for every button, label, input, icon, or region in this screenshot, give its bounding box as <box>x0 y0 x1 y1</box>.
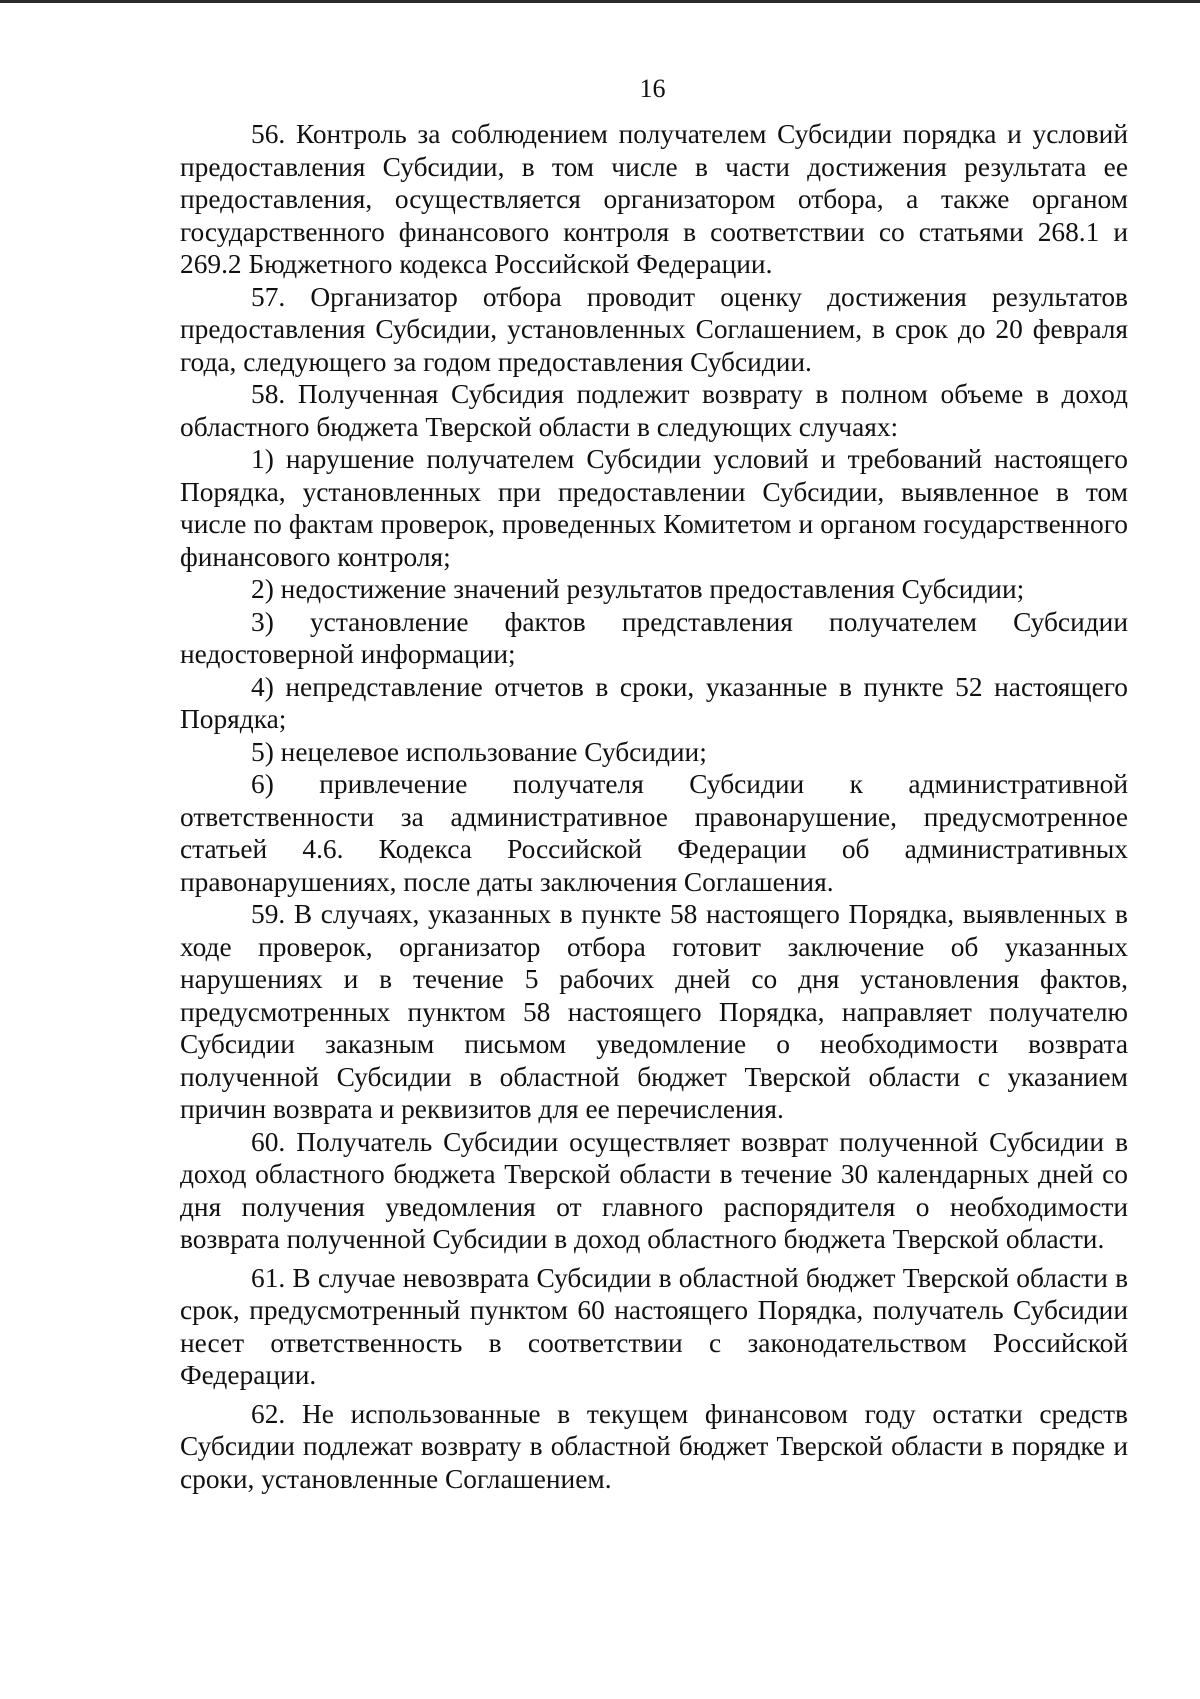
paragraph-58: 58. Полученная Субсидия подлежит возврату в полном объеме в доход областного бюджета Тверской области в следующих случаях: <box>180 379 1128 442</box>
paragraph-59: 59. В случаях, указанных в пункте 58 настоящего Порядка, выявленных в ходе проверок, организатор отбора готовит заключение об указанных нарушениях и в течение 5 рабочих дней со дня установления фактов, предусмотренных пунктом 58 настоящего Порядка, направляет получателю Субсидии заказным письмом уведомление о необходимости возврата полученной Субсидии в областной бюджет Тверской области с указанием причин возврата и реквизитов для ее перечисления. <box>180 899 1128 1124</box>
paragraph-57: 57. Организатор отбора проводит оценку достижения результатов предоставления Субсидии, установленных Соглашением, в срок до 20 февраля года, следующего за годом предоставления Субсидии. <box>180 281 1128 377</box>
scan-top-edge <box>0 0 1200 3</box>
paragraph-58-item-6: 6) привлечение получателя Субсидии к административной ответственности за административное правонарушение, предусмотренное статьей 4.6. Кодекса Российской Федерации об административных правонарушениях, после даты заключения Соглашения. <box>180 769 1128 897</box>
paragraph-58-item-1: 1) нарушение получателем Субсидии условий и требований настоящего Порядка, установленных при предоставлении Субсидии, выявленное в том числе по фактам проверок, проведенных Комитетом и органом государственного финансового контроля; <box>180 444 1128 572</box>
page-number: 16 <box>639 74 666 103</box>
paragraph-58-item-3: 3) установление фактов представления получателем Субсидии недостоверной информации; <box>180 606 1128 669</box>
paragraph-58-item-2: 2) недостижение значений результатов предоставления Субсидии; <box>251 574 1025 604</box>
paragraph-61: 61. В случае невозврата Субсидии в областной бюджет Тверской области в срок, предусмотренный пунктом 60 настоящего Порядка, получатель Субсидии несет ответственность в соответствии с законодательством Российской Федерации. <box>180 1262 1128 1390</box>
paragraph-60: 60. Получатель Субсидии осуществляет возврат полученной Субсидии в доход областного бюджета Тверской области в течение 30 календарных дней со дня получения уведомления от главного распорядителя о необходимости возврата полученной Субсидии в доход областного бюджета Тверской области. <box>180 1126 1128 1254</box>
paragraph-56: 56. Контроль за соблюдением получателем Субсидии порядка и условий предоставления Субсидии, в том числе в части достижения результата ее предоставления, осуществляется организатором отбора, а также органом государственного финансового контроля в соответствии со статьями 268.1 и 269.2 Бюджетного кодекса Российской Федерации. <box>180 119 1128 279</box>
document-body <box>180 118 1128 1495</box>
paragraph-62: 62. Не использованные в текущем финансовом году остатки средств Субсидии подлежат возврату в областной бюджет Тверской области в порядке и сроки, установленные Соглашением. <box>180 1398 1128 1494</box>
paragraph-58-item-4: 4) непредставление отчетов в сроки, указанные в пункте 52 настоящего Порядка; <box>180 671 1128 734</box>
paragraph-58-item-5: 5) нецелевое использование Субсидии; <box>251 736 707 767</box>
